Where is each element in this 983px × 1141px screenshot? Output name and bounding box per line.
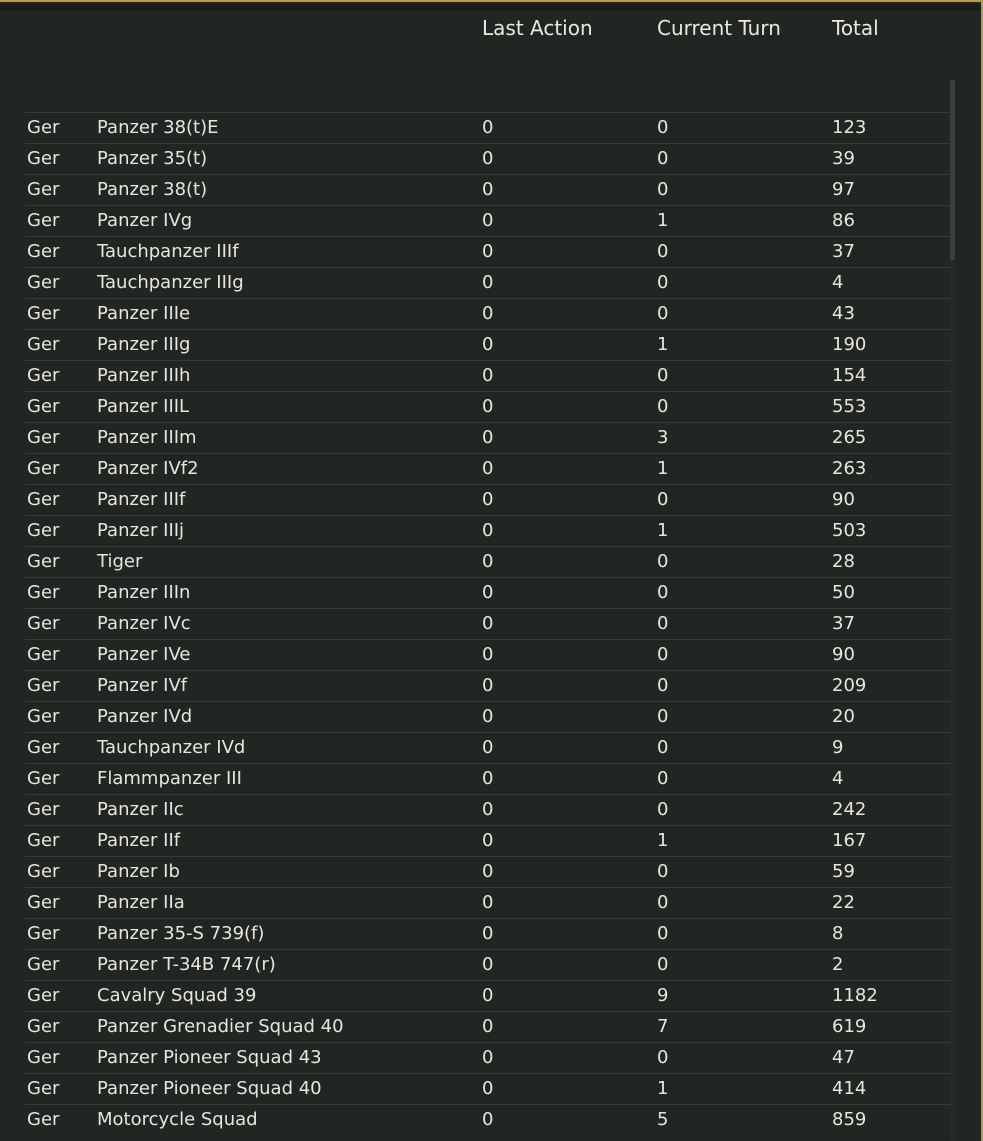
cell-current-turn: 0: [657, 179, 669, 200]
cell-nation: Ger: [27, 675, 60, 696]
cell-current-turn: 3: [657, 427, 669, 448]
cell-nation: Ger: [27, 830, 60, 851]
cell-total: 59: [832, 861, 855, 882]
table-row[interactable]: [25, 205, 951, 236]
cell-current-turn: 0: [657, 489, 669, 510]
cell-total: 86: [832, 210, 855, 231]
cell-nation: Ger: [27, 458, 60, 479]
cell-total: 8: [832, 923, 844, 944]
cell-current-turn: 0: [657, 582, 669, 603]
cell-unit-name: Panzer IIIg: [97, 334, 191, 355]
cell-unit-name: Panzer 38(t)E: [97, 117, 219, 138]
table-row[interactable]: [25, 577, 951, 608]
header-last-action[interactable]: Last Action: [482, 16, 593, 40]
cell-current-turn: 1: [657, 830, 669, 851]
table-row[interactable]: [25, 701, 951, 732]
table-row[interactable]: [25, 298, 951, 329]
cell-last-action: 0: [482, 489, 494, 510]
cell-current-turn: 1: [657, 458, 669, 479]
cell-unit-name: Panzer IVc: [97, 613, 191, 634]
cell-unit-name: Panzer IIIL: [97, 396, 190, 417]
table-row[interactable]: [25, 825, 951, 856]
cell-unit-name: Panzer IIIh: [97, 365, 191, 386]
table-row[interactable]: [25, 360, 951, 391]
cell-total: 50: [832, 582, 855, 603]
cell-nation: Ger: [27, 861, 60, 882]
cell-unit-name: Tiger: [97, 551, 143, 572]
cell-last-action: 0: [482, 551, 494, 572]
cell-nation: Ger: [27, 334, 60, 355]
cell-unit-name: Panzer Pioneer Squad 43: [97, 1047, 322, 1068]
header-total[interactable]: Total: [832, 16, 879, 40]
cell-unit-name: Panzer IVe: [97, 644, 191, 665]
cell-last-action: 0: [482, 706, 494, 727]
table-header: [0, 16, 960, 46]
cell-total: 167: [832, 830, 867, 851]
cell-nation: Ger: [27, 365, 60, 386]
table-row[interactable]: [25, 546, 951, 577]
cell-unit-name: Tauchpanzer IIIg: [97, 272, 244, 293]
cell-unit-name: Cavalry Squad 39: [97, 985, 257, 1006]
cell-last-action: 0: [482, 272, 494, 293]
cell-current-turn: 9: [657, 985, 669, 1006]
cell-nation: Ger: [27, 706, 60, 727]
cell-current-turn: 0: [657, 1047, 669, 1068]
cell-nation: Ger: [27, 520, 60, 541]
table-row[interactable]: [25, 1073, 951, 1104]
cell-last-action: 0: [482, 954, 494, 975]
cell-current-turn: 0: [657, 675, 669, 696]
cell-current-turn: 0: [657, 396, 669, 417]
cell-nation: Ger: [27, 1078, 60, 1099]
cell-nation: Ger: [27, 210, 60, 231]
cell-total: 28: [832, 551, 855, 572]
cell-unit-name: Panzer IIc: [97, 799, 184, 820]
cell-unit-name: Panzer IIf: [97, 830, 181, 851]
cell-last-action: 0: [482, 737, 494, 758]
cell-unit-name: Panzer 35-S 739(f): [97, 923, 265, 944]
cell-total: 242: [832, 799, 867, 820]
cell-current-turn: 0: [657, 148, 669, 169]
cell-current-turn: 0: [657, 923, 669, 944]
cell-nation: Ger: [27, 954, 60, 975]
table-row[interactable]: [25, 391, 951, 422]
cell-current-turn: 1: [657, 334, 669, 355]
cell-nation: Ger: [27, 241, 60, 262]
cell-last-action: 0: [482, 210, 494, 231]
cell-current-turn: 0: [657, 737, 669, 758]
table-row[interactable]: [25, 453, 951, 484]
cell-total: 37: [832, 613, 855, 634]
cell-nation: Ger: [27, 644, 60, 665]
cell-nation: Ger: [27, 1047, 60, 1068]
table-row[interactable]: [25, 918, 951, 949]
table-row[interactable]: [25, 856, 951, 887]
cell-total: 39: [832, 148, 855, 169]
cell-unit-name: Panzer Pioneer Squad 40: [97, 1078, 322, 1099]
cell-total: 97: [832, 179, 855, 200]
cell-total: 265: [832, 427, 867, 448]
table-row[interactable]: [25, 112, 951, 143]
cell-nation: Ger: [27, 396, 60, 417]
cell-nation: Ger: [27, 427, 60, 448]
cell-nation: Ger: [27, 272, 60, 293]
cell-nation: Ger: [27, 1016, 60, 1037]
table-row[interactable]: [25, 267, 951, 298]
cell-unit-name: Panzer IIIf: [97, 489, 186, 510]
cell-current-turn: 0: [657, 644, 669, 665]
cell-total: 4: [832, 768, 844, 789]
cell-nation: Ger: [27, 737, 60, 758]
cell-unit-name: Panzer T-34B 747(r): [97, 954, 276, 975]
cell-total: 553: [832, 396, 867, 417]
cell-current-turn: 0: [657, 892, 669, 913]
cell-current-turn: 0: [657, 241, 669, 262]
header-current-turn[interactable]: Current Turn: [657, 16, 781, 40]
cell-total: 209: [832, 675, 867, 696]
cell-total: 190: [832, 334, 867, 355]
cell-unit-name: Panzer IVf2: [97, 458, 199, 479]
cell-nation: Ger: [27, 551, 60, 572]
table-row[interactable]: [25, 794, 951, 825]
cell-current-turn: 7: [657, 1016, 669, 1037]
cell-last-action: 0: [482, 365, 494, 386]
cell-last-action: 0: [482, 830, 494, 851]
cell-last-action: 0: [482, 117, 494, 138]
table-row[interactable]: [25, 236, 951, 267]
cell-nation: Ger: [27, 582, 60, 603]
cell-unit-name: Panzer IVf: [97, 675, 188, 696]
cell-current-turn: 0: [657, 799, 669, 820]
cell-last-action: 0: [482, 241, 494, 262]
table-row[interactable]: [25, 515, 951, 546]
cell-last-action: 0: [482, 1109, 494, 1130]
cell-unit-name: Tauchpanzer IVd: [97, 737, 246, 758]
cell-nation: Ger: [27, 303, 60, 324]
cell-last-action: 0: [482, 179, 494, 200]
cell-total: 20: [832, 706, 855, 727]
cell-last-action: 0: [482, 334, 494, 355]
cell-last-action: 0: [482, 861, 494, 882]
cell-nation: Ger: [27, 892, 60, 913]
cell-last-action: 0: [482, 582, 494, 603]
cell-nation: Ger: [27, 117, 60, 138]
cell-current-turn: 0: [657, 303, 669, 324]
cell-last-action: 0: [482, 768, 494, 789]
cell-current-turn: 0: [657, 706, 669, 727]
cell-unit-name: Tauchpanzer IIIf: [97, 241, 239, 262]
cell-current-turn: 1: [657, 210, 669, 231]
cell-unit-name: Panzer IIIj: [97, 520, 185, 541]
cell-total: 37: [832, 241, 855, 262]
table-row[interactable]: [25, 329, 951, 360]
cell-last-action: 0: [482, 1078, 494, 1099]
cell-unit-name: Panzer IIIm: [97, 427, 197, 448]
cell-last-action: 0: [482, 303, 494, 324]
table-row[interactable]: [25, 143, 951, 174]
cell-unit-name: Panzer Grenadier Squad 40: [97, 1016, 344, 1037]
table-row[interactable]: [25, 732, 951, 763]
cell-current-turn: 0: [657, 954, 669, 975]
cell-current-turn: 0: [657, 117, 669, 138]
cell-last-action: 0: [482, 799, 494, 820]
cell-current-turn: 5: [657, 1109, 669, 1130]
table-row[interactable]: [25, 670, 951, 701]
cell-total: 859: [832, 1109, 867, 1130]
cell-last-action: 0: [482, 520, 494, 541]
cell-current-turn: 0: [657, 551, 669, 572]
cell-last-action: 0: [482, 644, 494, 665]
cell-unit-name: Panzer IVg: [97, 210, 193, 231]
cell-total: 47: [832, 1047, 855, 1068]
cell-current-turn: 0: [657, 613, 669, 634]
table-row[interactable]: [25, 980, 951, 1011]
cell-total: 619: [832, 1016, 867, 1037]
cell-current-turn: 1: [657, 1078, 669, 1099]
cell-last-action: 0: [482, 923, 494, 944]
cell-total: 154: [832, 365, 867, 386]
table-row[interactable]: [25, 1011, 951, 1042]
table-row[interactable]: [25, 763, 951, 794]
table-row[interactable]: [25, 949, 951, 980]
cell-current-turn: 1: [657, 520, 669, 541]
cell-unit-name: Panzer 35(t): [97, 148, 208, 169]
table-row[interactable]: [25, 174, 951, 205]
cell-last-action: 0: [482, 1016, 494, 1037]
cell-nation: Ger: [27, 489, 60, 510]
cell-total: 43: [832, 303, 855, 324]
cell-nation: Ger: [27, 1109, 60, 1130]
cell-unit-name: Panzer IIIn: [97, 582, 191, 603]
cell-unit-name: Panzer IVd: [97, 706, 193, 727]
cell-last-action: 0: [482, 613, 494, 634]
cell-total: 90: [832, 644, 855, 665]
cell-nation: Ger: [27, 799, 60, 820]
table-row[interactable]: [25, 639, 951, 670]
cell-nation: Ger: [27, 985, 60, 1006]
table-body: [25, 112, 951, 1135]
cell-total: 90: [832, 489, 855, 510]
table-row[interactable]: [25, 422, 951, 453]
cell-unit-name: Motorcycle Squad: [97, 1109, 258, 1130]
cell-nation: Ger: [27, 179, 60, 200]
cell-unit-name: Panzer Ib: [97, 861, 180, 882]
cell-nation: Ger: [27, 768, 60, 789]
cell-last-action: 0: [482, 675, 494, 696]
cell-unit-name: Panzer IIa: [97, 892, 185, 913]
cell-total: 9: [832, 737, 844, 758]
cell-last-action: 0: [482, 148, 494, 169]
cell-total: 22: [832, 892, 855, 913]
cell-last-action: 0: [482, 458, 494, 479]
cell-current-turn: 0: [657, 768, 669, 789]
cell-nation: Ger: [27, 613, 60, 634]
cell-last-action: 0: [482, 1047, 494, 1068]
cell-last-action: 0: [482, 985, 494, 1006]
cell-current-turn: 0: [657, 365, 669, 386]
cell-total: 414: [832, 1078, 867, 1099]
cell-current-turn: 0: [657, 861, 669, 882]
cell-total: 4: [832, 272, 844, 293]
cell-nation: Ger: [27, 923, 60, 944]
table-row[interactable]: [25, 484, 951, 515]
table-row[interactable]: [25, 887, 951, 918]
cell-last-action: 0: [482, 396, 494, 417]
cell-unit-name: Flammpanzer III: [97, 768, 242, 789]
cell-total: 263: [832, 458, 867, 479]
cell-unit-name: Panzer IIIe: [97, 303, 191, 324]
table-row[interactable]: [25, 608, 951, 639]
cell-total: 1182: [832, 985, 878, 1006]
cell-unit-name: Panzer 38(t): [97, 179, 208, 200]
table-row[interactable]: [25, 1104, 951, 1135]
cell-last-action: 0: [482, 427, 494, 448]
cell-total: 123: [832, 117, 867, 138]
cell-total: 2: [832, 954, 844, 975]
cell-last-action: 0: [482, 892, 494, 913]
cell-total: 503: [832, 520, 867, 541]
cell-current-turn: 0: [657, 272, 669, 293]
cell-nation: Ger: [27, 148, 60, 169]
table-row[interactable]: [25, 1042, 951, 1073]
panel-top-edge: [0, 4, 981, 10]
